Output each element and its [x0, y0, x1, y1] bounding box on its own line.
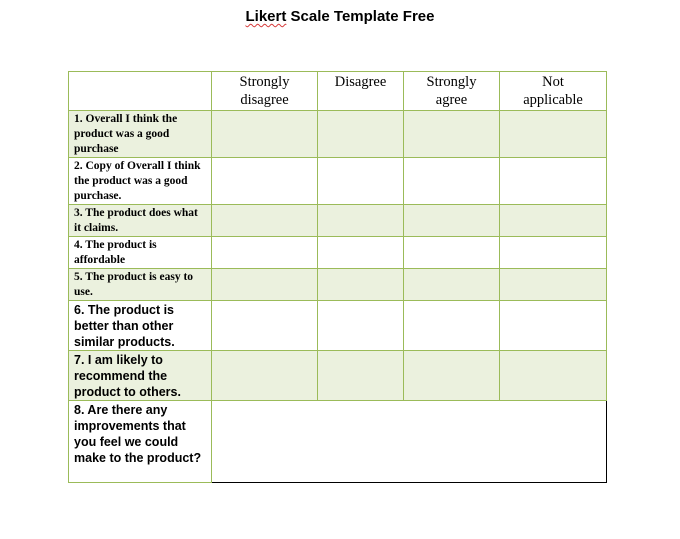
question-row [69, 111, 607, 158]
likert-scale-table [68, 71, 607, 483]
question-5-text: 5. The product is easy to use. [69, 269, 212, 301]
question-6-text: 6. The product is better than other similar products. [69, 301, 212, 351]
column-header-line: agree [435, 92, 468, 108]
rating-cell[interactable] [404, 269, 500, 301]
column-header-disagree [318, 72, 404, 111]
rating-cell[interactable] [318, 351, 404, 401]
rating-cell[interactable] [500, 269, 607, 301]
rating-cell[interactable] [500, 237, 607, 269]
question-row [69, 269, 607, 301]
rating-cell[interactable] [212, 205, 318, 237]
rating-cell[interactable] [212, 158, 318, 205]
column-header-not-applicable [500, 72, 607, 111]
question-row [69, 351, 607, 401]
question-row [69, 205, 607, 237]
rating-cell[interactable] [212, 351, 318, 401]
rating-cell[interactable] [500, 205, 607, 237]
rating-cell[interactable] [212, 111, 318, 158]
rating-cell[interactable] [500, 301, 607, 351]
question-4-text: 4. The product is affordable [69, 237, 212, 269]
document-title [0, 8, 680, 25]
rating-cell[interactable] [212, 301, 318, 351]
rating-cell[interactable] [318, 158, 404, 205]
column-header-strongly-disagree [212, 72, 318, 111]
rating-cell[interactable] [404, 158, 500, 205]
rating-cell[interactable] [318, 111, 404, 158]
title-word-likert: Likert [245, 8, 287, 25]
rating-cell[interactable] [404, 301, 500, 351]
column-header-strongly-agree [404, 72, 500, 111]
question-8-text: 8. Are there any improvements that you feel we could make to the product? [69, 401, 212, 483]
rating-cell[interactable] [318, 237, 404, 269]
rating-cell[interactable] [404, 237, 500, 269]
rating-cell[interactable] [212, 269, 318, 301]
question-1-text: 1. Overall I think the product was a good purchase [69, 111, 212, 158]
question-row [69, 237, 607, 269]
question-3-text: 3. The product does what it claims. [69, 205, 212, 237]
improvements-answer-box[interactable] [212, 401, 607, 483]
rating-cell[interactable] [500, 158, 607, 205]
column-header-line: Not [542, 74, 564, 90]
column-header-line: disagree [240, 92, 289, 108]
question-row [69, 301, 607, 351]
question-7-text: 7. I am likely to recommend the product to others. [69, 351, 212, 401]
column-header-line: Strongly [426, 74, 477, 90]
header-row [69, 72, 607, 111]
title-text-rest: Scale Template Free [286, 8, 435, 25]
column-header-line: Disagree [334, 74, 387, 90]
rating-cell[interactable] [212, 237, 318, 269]
rating-cell[interactable] [500, 111, 607, 158]
rating-cell[interactable] [404, 205, 500, 237]
column-header-line: applicable [523, 92, 583, 108]
rating-cell[interactable] [500, 351, 607, 401]
question-row [69, 158, 607, 205]
corner-cell [69, 72, 212, 111]
rating-cell[interactable] [318, 269, 404, 301]
column-header-line: Strongly [239, 74, 290, 90]
rating-cell[interactable] [318, 301, 404, 351]
question-row [69, 401, 607, 483]
rating-cell[interactable] [318, 205, 404, 237]
rating-cell[interactable] [404, 111, 500, 158]
rating-cell[interactable] [404, 351, 500, 401]
question-2-text: 2. Copy of Overall I think the product was a good purchase. [69, 158, 212, 205]
